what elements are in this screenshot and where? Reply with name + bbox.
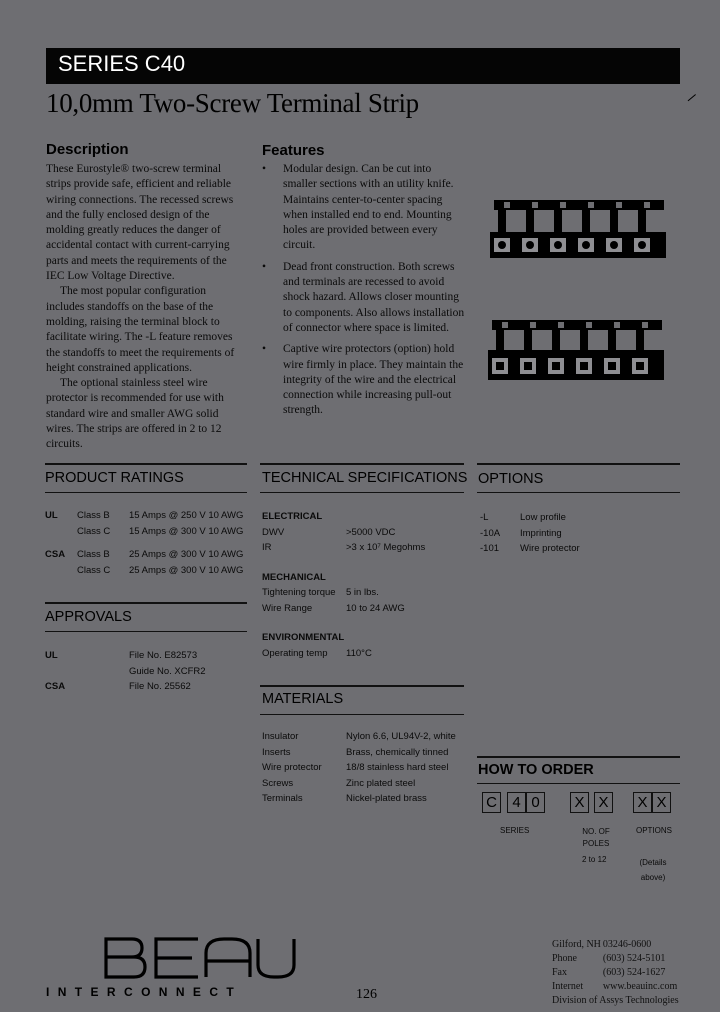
order-code-box: X bbox=[652, 792, 671, 813]
feature-item bbox=[262, 342, 466, 418]
option-code: -10A bbox=[480, 527, 501, 539]
table-row bbox=[45, 549, 243, 565]
contact-label: Phone bbox=[552, 953, 577, 964]
section-rule bbox=[45, 463, 247, 465]
table-row bbox=[45, 541, 243, 549]
options-label: OPTIONS bbox=[636, 826, 673, 835]
contact-row bbox=[552, 939, 679, 951]
approval-cell: Guide No. XCFR2 bbox=[129, 665, 206, 677]
page-number: 126 bbox=[356, 987, 377, 1002]
section-rule bbox=[260, 492, 464, 493]
poles-note: 2 to 12 bbox=[582, 855, 607, 864]
table-row bbox=[45, 526, 243, 542]
table-row bbox=[262, 747, 456, 763]
agency-cell bbox=[45, 565, 77, 581]
table-row bbox=[262, 603, 425, 619]
material-part: Inserts bbox=[262, 746, 291, 758]
table-row bbox=[480, 528, 580, 544]
feature-lead: Dead front construction. bbox=[283, 260, 396, 273]
poles-label: NO. OF POLES bbox=[582, 827, 610, 848]
table-row bbox=[262, 778, 456, 794]
contact-row bbox=[552, 967, 679, 979]
spec-value: 110°C bbox=[346, 647, 372, 659]
table-row bbox=[262, 762, 456, 778]
section-rule bbox=[260, 714, 464, 715]
option-desc: Wire protector bbox=[520, 543, 580, 554]
spec-value: >3 x 10⁷ Megohms bbox=[346, 542, 426, 553]
material-part: Terminals bbox=[262, 793, 303, 804]
spec-label: Wire Range bbox=[262, 602, 313, 614]
agency-cell: UL bbox=[45, 510, 58, 521]
agency-cell bbox=[45, 526, 77, 542]
material-value: 18/8 stainless hard steel bbox=[346, 762, 449, 773]
spacer-row bbox=[262, 558, 425, 572]
terminal-strip-image bbox=[484, 196, 674, 266]
feature-item bbox=[262, 260, 466, 336]
features-list bbox=[262, 162, 466, 425]
order-code-box: X bbox=[633, 792, 652, 813]
bullet-icon: • bbox=[262, 163, 267, 175]
feature-item bbox=[262, 162, 466, 254]
section-rule bbox=[260, 463, 464, 465]
class-cell: Class B bbox=[77, 510, 110, 521]
option-desc: Imprinting bbox=[520, 527, 562, 539]
product-ratings-table bbox=[45, 510, 243, 580]
table-row bbox=[45, 650, 206, 666]
spec-value: 10 to 24 AWG bbox=[346, 602, 405, 614]
series-label: SERIES C40 bbox=[58, 51, 186, 76]
contact-label: Division of Assys Technologies bbox=[552, 995, 679, 1006]
series-label: SERIES bbox=[500, 826, 530, 835]
agency-cell: CSA bbox=[45, 681, 66, 692]
materials-title: MATERIALS bbox=[262, 691, 344, 707]
contact-label: Gilford, NH bbox=[552, 939, 601, 950]
section-rule bbox=[477, 463, 680, 465]
section-rule bbox=[45, 602, 247, 604]
contact-row bbox=[552, 953, 679, 965]
section-rule bbox=[45, 492, 247, 493]
contact-value: (603) 524-5101 bbox=[602, 953, 666, 964]
table-row bbox=[45, 666, 206, 682]
materials-table bbox=[262, 731, 456, 809]
bullet-icon: • bbox=[262, 343, 267, 356]
spec-label: Tightening torque bbox=[262, 587, 336, 598]
feature-lead: Modular design. bbox=[283, 163, 359, 175]
beau-logo bbox=[102, 935, 296, 981]
table-row bbox=[45, 510, 243, 526]
spec-label: Operating temp bbox=[262, 647, 328, 659]
feature-text: hold wire firmly in place. They maintain the integrity of the wire and the electrical connection while increasing pull-out strength. bbox=[283, 343, 464, 417]
terminal-strip-image bbox=[482, 316, 672, 386]
order-code-box: 0 bbox=[526, 792, 545, 813]
logo-text: BEAU bbox=[102, 935, 105, 936]
description-paragraph: The most popular configuration includes standoffs on the base of the molding, raising the terminal block to facilitate wiring. The -L feature removes the standoffs to meet the requirements of height constrained applications. bbox=[46, 285, 235, 374]
rating-cell: 25 Amps @ 300 V 10 AWG bbox=[129, 549, 244, 560]
contact-label: Internet bbox=[552, 981, 584, 992]
contact-label: Fax bbox=[552, 967, 567, 978]
approval-cell: File No. 25562 bbox=[129, 681, 191, 692]
spec-value: >5000 VDC bbox=[346, 526, 396, 538]
contact-row bbox=[552, 995, 679, 1007]
spacer-row bbox=[262, 618, 425, 632]
spec-group-header bbox=[262, 572, 425, 588]
table-row bbox=[262, 587, 425, 603]
series-banner bbox=[46, 48, 680, 84]
material-part: Screws bbox=[262, 777, 294, 789]
agency-cell bbox=[45, 666, 129, 682]
section-rule bbox=[477, 756, 680, 758]
table-row bbox=[480, 512, 580, 528]
approvals-title: APPROVALS bbox=[45, 609, 132, 625]
description-paragraph: These Eurostyle® two-screw terminal strips provide safe, efficient and reliable wiring connections. The recessed screws and the fully enclosed design of the molding greatly reduces the danger of accidental contact with current-carrying parts and meets the requirements of the IEC Low Voltage Directive. bbox=[46, 163, 234, 283]
contact-value: (603) 524-1627 bbox=[602, 967, 666, 978]
table-row bbox=[262, 542, 425, 558]
table-row bbox=[262, 793, 456, 809]
material-part: Wire protector bbox=[262, 762, 322, 773]
table-row bbox=[262, 527, 425, 543]
spec-value: 5 in lbs. bbox=[346, 587, 379, 598]
contact-value: 03246-0600 bbox=[602, 939, 652, 950]
order-code-box: X bbox=[594, 792, 613, 813]
table-row bbox=[262, 731, 456, 747]
features-heading: Features bbox=[262, 142, 325, 159]
page-title: 10,0mm Two-Screw Terminal Strip bbox=[46, 88, 419, 118]
rating-cell: 25 Amps @ 300 V 10 AWG bbox=[129, 564, 244, 576]
options-title: OPTIONS bbox=[478, 471, 544, 487]
section-rule bbox=[477, 492, 680, 493]
agency-cell: CSA bbox=[45, 549, 66, 560]
bullet-icon: • bbox=[262, 260, 267, 273]
option-desc: Low profile bbox=[520, 512, 566, 523]
table-row bbox=[45, 681, 206, 697]
company-tagline: INTERCONNECT bbox=[46, 985, 243, 999]
agency-cell: UL bbox=[45, 650, 58, 661]
options-table bbox=[480, 512, 580, 559]
spec-group-name: ENVIRONMENTAL bbox=[262, 632, 345, 643]
technical-specs-title: TECHNICAL SPECIFICATIONS bbox=[262, 470, 468, 486]
material-part: Insulator bbox=[262, 731, 299, 742]
technical-specs-table bbox=[262, 511, 425, 663]
class-cell: Class B bbox=[77, 549, 110, 560]
class-cell: Class C bbox=[77, 525, 111, 537]
spec-group-header bbox=[262, 632, 425, 648]
feature-text: Can be cut into smaller sections with an utility knife. Maintains center-to-center spacing when installed end to end. Mounting holes are provided between every circuit. bbox=[283, 163, 454, 252]
description-paragraph: The optional stainless steel wire protector is recommended for use with standard wire and smaller AWG solid wires. The strips are offered in 2 to 12 circuits. bbox=[46, 377, 224, 451]
approvals-table bbox=[45, 650, 206, 697]
options-note: (Details above) bbox=[639, 858, 667, 882]
corner-mark bbox=[688, 94, 703, 109]
description-heading: Description bbox=[46, 141, 129, 158]
rating-cell: 15 Amps @ 300 V 10 AWG bbox=[129, 525, 244, 537]
contact-value: www.beauinc.com bbox=[602, 981, 678, 992]
spec-label: DWV bbox=[262, 526, 285, 538]
spec-group-name: ELECTRICAL bbox=[262, 511, 323, 522]
feature-text: Both screws and terminals are recessed to avoid shock hazard. Allows closer mounting to components. Also allows installation of connector where space is limited. bbox=[283, 260, 465, 334]
option-code: -101 bbox=[480, 543, 500, 554]
table-row bbox=[262, 648, 425, 664]
option-code: -L bbox=[480, 512, 489, 523]
section-rule bbox=[477, 783, 680, 784]
material-value: Brass, chemically tinned bbox=[346, 746, 449, 758]
feature-lead: Captive wire protectors (option) bbox=[283, 343, 431, 356]
table-row bbox=[45, 565, 243, 581]
description-text bbox=[46, 162, 244, 453]
class-cell: Class C bbox=[77, 564, 111, 576]
how-to-order-title: HOW TO ORDER bbox=[478, 762, 594, 778]
section-rule bbox=[260, 685, 464, 687]
product-ratings-title: PRODUCT RATINGS bbox=[45, 470, 184, 486]
spec-group-name: MECHANICAL bbox=[262, 571, 326, 583]
approval-cell: File No. E82573 bbox=[129, 650, 198, 661]
material-value: Nylon 6.6, UL94V-2, white bbox=[346, 731, 456, 742]
table-row bbox=[480, 543, 580, 559]
contact-row bbox=[552, 981, 679, 993]
section-rule bbox=[45, 631, 247, 632]
order-code-box: C bbox=[482, 792, 501, 813]
material-value: Nickel-plated brass bbox=[346, 793, 427, 804]
rating-cell: 15 Amps @ 250 V 10 AWG bbox=[129, 510, 244, 521]
spec-group-header bbox=[262, 511, 425, 527]
spec-label: IR bbox=[262, 542, 272, 553]
material-value: Zinc plated steel bbox=[346, 777, 416, 789]
order-code-box: X bbox=[570, 792, 589, 813]
order-code-box: 4 bbox=[507, 792, 526, 813]
contact-info bbox=[550, 937, 681, 1009]
